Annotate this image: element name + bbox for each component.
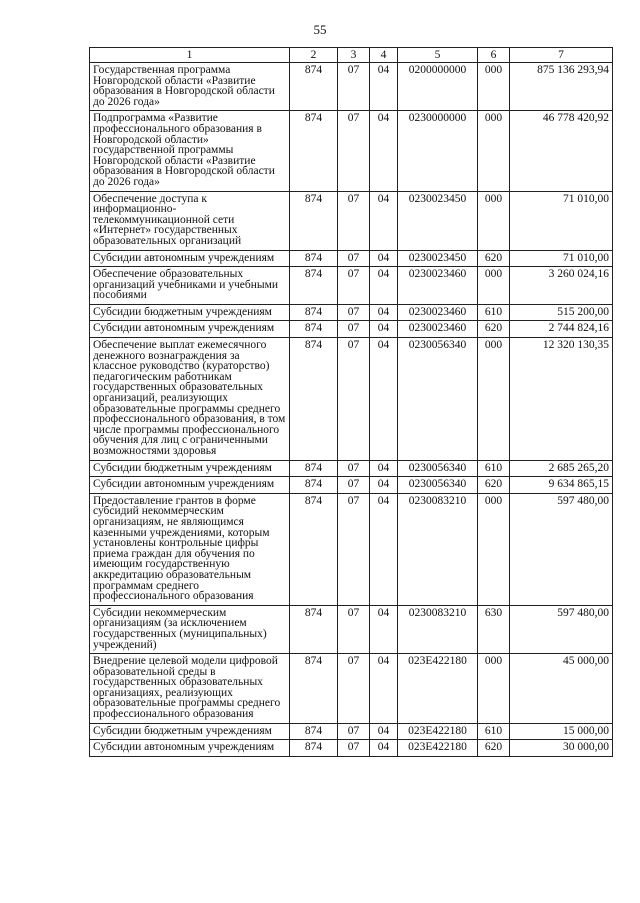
- expense-type: 000: [478, 493, 510, 605]
- section-code: 07: [338, 250, 370, 267]
- expense-type: 610: [478, 304, 510, 321]
- section-code: 07: [338, 654, 370, 724]
- section-code: 07: [338, 191, 370, 250]
- expense-type: 620: [478, 321, 510, 338]
- amount: 597 480,00: [510, 493, 613, 605]
- subsection-code: 04: [370, 605, 398, 653]
- grbs-code: 874: [290, 460, 338, 477]
- section-code: 07: [338, 493, 370, 605]
- amount: 515 200,00: [510, 304, 613, 321]
- subsection-code: 04: [370, 321, 398, 338]
- expense-type: 610: [478, 723, 510, 740]
- target-article: 0230023450: [398, 191, 478, 250]
- item-name: Государственная программа Новгородской области «Развитие образования в Новгородской области до 2026 года»: [90, 63, 290, 111]
- grbs-code: 874: [290, 493, 338, 605]
- target-article: 0230023460: [398, 267, 478, 305]
- grbs-code: 874: [290, 63, 338, 111]
- section-code: 07: [338, 304, 370, 321]
- subsection-code: 04: [370, 477, 398, 494]
- amount: 71 010,00: [510, 250, 613, 267]
- subsection-code: 04: [370, 723, 398, 740]
- table-row: [90, 460, 613, 477]
- amount: 71 010,00: [510, 191, 613, 250]
- amount: 3 260 024,16: [510, 267, 613, 305]
- subsection-code: 04: [370, 250, 398, 267]
- header-cell: 6: [478, 48, 510, 63]
- target-article: 0230000000: [398, 111, 478, 191]
- target-article: 0230083210: [398, 605, 478, 653]
- subsection-code: 04: [370, 460, 398, 477]
- amount: 46 778 420,92: [510, 111, 613, 191]
- table-row: [90, 111, 613, 191]
- item-name: Субсидии автономным учреждениям: [90, 250, 290, 267]
- header-cell: 4: [370, 48, 398, 63]
- table-row: [90, 477, 613, 494]
- target-article: 0230023460: [398, 304, 478, 321]
- section-code: 07: [338, 723, 370, 740]
- amount: 875 136 293,94: [510, 63, 613, 111]
- target-article: 0230023460: [398, 321, 478, 338]
- grbs-code: 874: [290, 191, 338, 250]
- section-code: 07: [338, 477, 370, 494]
- target-article: 0230056340: [398, 477, 478, 494]
- target-article: 0230023450: [398, 250, 478, 267]
- grbs-code: 874: [290, 654, 338, 724]
- header-cell: 2: [290, 48, 338, 63]
- item-name: Подпрограмма «Развитие профессионального образования в Новгородской области» государственной программы Новгородской области «Развитие образования в Новгородской области до 2026 года»: [90, 111, 290, 191]
- header-row: [90, 48, 613, 63]
- subsection-code: 04: [370, 740, 398, 757]
- grbs-code: 874: [290, 267, 338, 305]
- section-code: 07: [338, 321, 370, 338]
- table-row: [90, 654, 613, 724]
- amount: 597 480,00: [510, 605, 613, 653]
- item-name: Внедрение целевой модели цифровой образовательной среды в государственных образовательных организациях, реализующих образовательные программы среднего профессионального образования: [90, 654, 290, 724]
- table-row: [90, 493, 613, 605]
- grbs-code: 874: [290, 723, 338, 740]
- table-row: [90, 191, 613, 250]
- table-row: [90, 250, 613, 267]
- expense-type: 610: [478, 460, 510, 477]
- expense-type: 000: [478, 338, 510, 461]
- subsection-code: 04: [370, 267, 398, 305]
- item-name: Обеспечение выплат ежемесячного денежного вознаграждения за классное руководство (кураторство) педагогическим работникам государственных образовательных организаций, реализующих образовательные программы среднего профессионального образования, в том числе программы профессионального обучения для лиц с ограниченными возможностями здоровья: [90, 338, 290, 461]
- item-name: Субсидии автономным учреждениям: [90, 321, 290, 338]
- grbs-code: 874: [290, 304, 338, 321]
- amount: 15 000,00: [510, 723, 613, 740]
- grbs-code: 874: [290, 605, 338, 653]
- section-code: 07: [338, 267, 370, 305]
- section-code: 07: [338, 63, 370, 111]
- expense-type: 000: [478, 63, 510, 111]
- table-row: [90, 63, 613, 111]
- budget-table: [89, 47, 613, 757]
- amount: 12 320 130,35: [510, 338, 613, 461]
- grbs-code: 874: [290, 321, 338, 338]
- expense-type: 000: [478, 267, 510, 305]
- section-code: 07: [338, 605, 370, 653]
- target-article: 023E422180: [398, 654, 478, 724]
- target-article: 023E422180: [398, 723, 478, 740]
- target-article: 023E422180: [398, 740, 478, 757]
- table-row: [90, 321, 613, 338]
- header-cell: 5: [398, 48, 478, 63]
- item-name: Обеспечение доступа к информационно-телекоммуникационной сети «Интернет» государственных образовательных организаций: [90, 191, 290, 250]
- header-cell: 3: [338, 48, 370, 63]
- grbs-code: 874: [290, 477, 338, 494]
- table-row: [90, 267, 613, 305]
- table-row: [90, 605, 613, 653]
- subsection-code: 04: [370, 338, 398, 461]
- subsection-code: 04: [370, 191, 398, 250]
- amount: 9 634 865,15: [510, 477, 613, 494]
- subsection-code: 04: [370, 304, 398, 321]
- section-code: 07: [338, 111, 370, 191]
- item-name: Субсидии бюджетным учреждениям: [90, 460, 290, 477]
- item-name: Обеспечение образовательных организаций учебниками и учебными пособиями: [90, 267, 290, 305]
- expense-type: 000: [478, 191, 510, 250]
- subsection-code: 04: [370, 654, 398, 724]
- expense-type: 000: [478, 111, 510, 191]
- amount: 45 000,00: [510, 654, 613, 724]
- expense-type: 630: [478, 605, 510, 653]
- amount: 2 744 824,16: [510, 321, 613, 338]
- section-code: 07: [338, 460, 370, 477]
- target-article: 0230056340: [398, 460, 478, 477]
- amount: 30 000,00: [510, 740, 613, 757]
- header-cell: 7: [510, 48, 613, 63]
- expense-type: 620: [478, 740, 510, 757]
- section-code: 07: [338, 338, 370, 461]
- grbs-code: 874: [290, 338, 338, 461]
- item-name: Субсидии бюджетным учреждениям: [90, 304, 290, 321]
- table-row: [90, 304, 613, 321]
- section-code: 07: [338, 740, 370, 757]
- table-row: [90, 740, 613, 757]
- item-name: Субсидии некоммерческим организациям (за исключением государственных (муниципальных) учреждений): [90, 605, 290, 653]
- subsection-code: 04: [370, 493, 398, 605]
- expense-type: 620: [478, 477, 510, 494]
- header-cell: 1: [90, 48, 290, 63]
- subsection-code: 04: [370, 111, 398, 191]
- page-number: 55: [313, 22, 327, 37]
- table-row: [90, 338, 613, 461]
- grbs-code: 874: [290, 111, 338, 191]
- expense-type: 000: [478, 654, 510, 724]
- item-name: Предоставление грантов в форме субсидий некоммерческим организациям, не являющимся казенными учреждениями, которым установлены контрольные цифры приема граждан для обучения по имеющим государственную аккредитацию образовательным программам среднего профессионального образования: [90, 493, 290, 605]
- item-name: Субсидии бюджетным учреждениям: [90, 723, 290, 740]
- amount: 2 685 265,20: [510, 460, 613, 477]
- target-article: 0230083210: [398, 493, 478, 605]
- subsection-code: 04: [370, 63, 398, 111]
- table-row: [90, 723, 613, 740]
- target-article: 0230056340: [398, 338, 478, 461]
- item-name: Субсидии автономным учреждениям: [90, 477, 290, 494]
- item-name: Субсидии автономным учреждениям: [90, 740, 290, 757]
- target-article: 0200000000: [398, 63, 478, 111]
- expense-type: 620: [478, 250, 510, 267]
- grbs-code: 874: [290, 740, 338, 757]
- grbs-code: 874: [290, 250, 338, 267]
